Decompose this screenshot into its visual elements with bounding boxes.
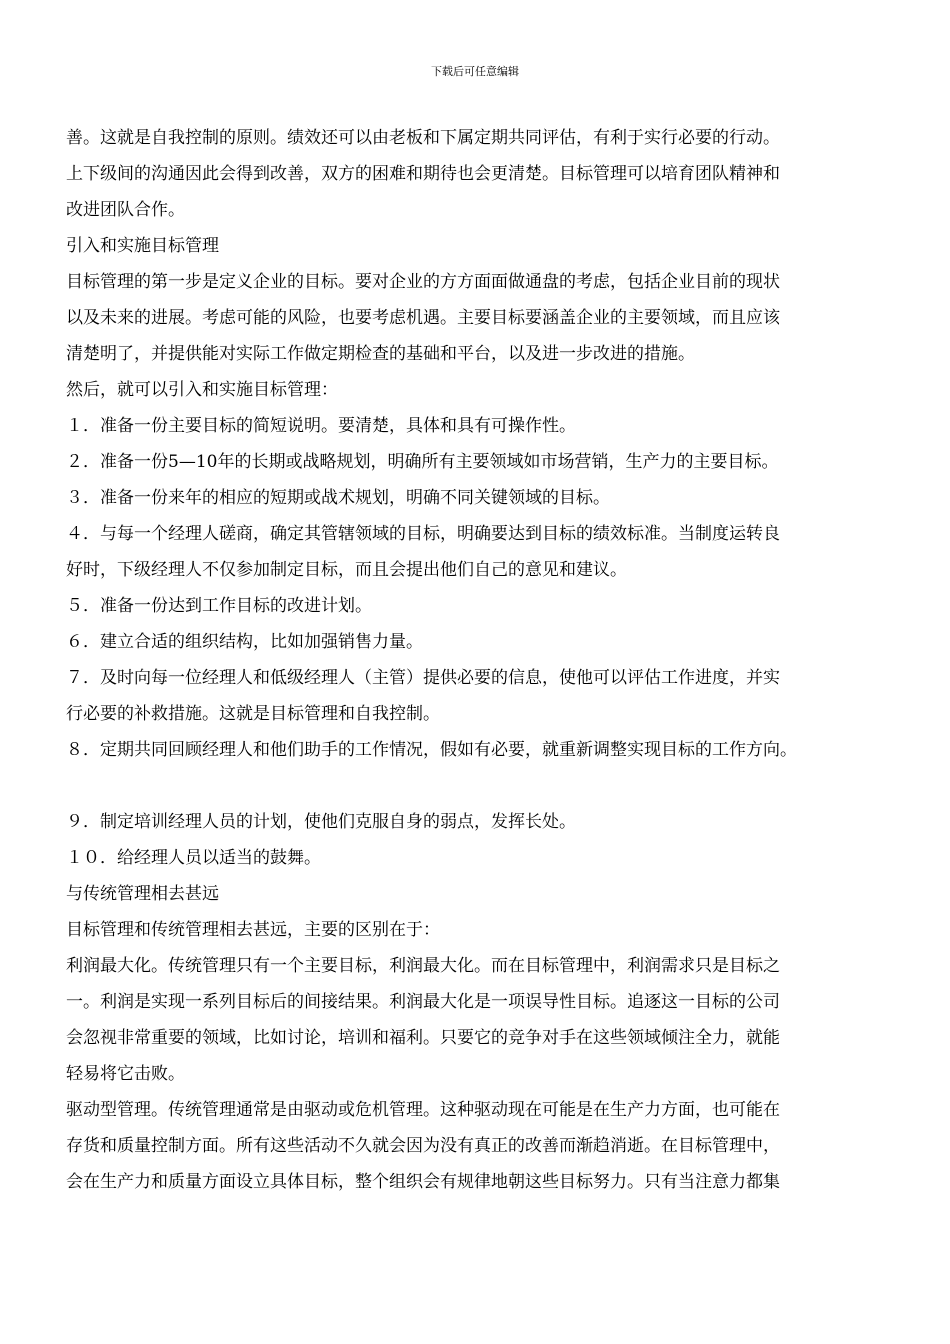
paragraph-line: 目标管理的第一步是定义企业的目标。要对企业的方方面面做通盘的考虑，包括企业目前的现状 — [66, 272, 780, 292]
list-item: １０．给经理人员以适当的鼓舞。 — [66, 848, 321, 868]
paragraph-line: 以及未来的进展。考虑可能的风险，也要考虑机遇。主要目标要涵盖企业的主要领域，而且应该 — [66, 308, 780, 328]
list-item: ６．建立合适的组织结构，比如加强销售力量。 — [66, 632, 423, 652]
paragraph-line: 上下级间的沟通因此会得到改善，双方的困难和期待也会更清楚。目标管理可以培育团队精神和 — [66, 164, 780, 184]
list-item: ５．准备一份达到工作目标的改进计划。 — [66, 596, 372, 616]
paragraph-line: 驱动型管理。传统管理通常是由驱动或危机管理。这种驱动现在可能是在生产力方面，也可能在 — [66, 1100, 780, 1120]
paragraph-line: 然后，就可以引入和实施目标管理： — [66, 380, 338, 400]
document-body — [66, 120, 881, 1200]
paragraph-line: 会忽视非常重要的领域，比如讨论，培训和福利。只要它的竞争对手在这些领域倾注全力，就能 — [66, 1028, 780, 1048]
list-item-continuation: 好时，下级经理人不仅参加制定目标，而且会提出他们自己的意见和建议。 — [66, 560, 627, 580]
list-item: ７．及时向每一位经理人和低级经理人（主管）提供必要的信息，使他可以评估工作进度，并实 — [66, 668, 780, 688]
list-item-continuation: 行必要的补救措施。这就是目标管理和自我控制。 — [66, 704, 440, 724]
paragraph-line: 会在生产力和质量方面设立具体目标，整个组织会有规律地朝这些目标努力。只有当注意力都集 — [66, 1172, 780, 1192]
list-item: ８．定期共同回顾经理人和他们助手的工作情况，假如有必要，就重新调整实现目标的工作方向。 — [66, 740, 797, 760]
paragraph-line: 改进团队合作。 — [66, 200, 185, 220]
list-item: ４．与每一个经理人磋商，确定其管辖领域的目标，明确要达到目标的绩效标准。当制度运转良 — [66, 524, 780, 544]
paragraph-line: 存货和质量控制方面。所有这些活动不久就会因为没有真正的改善而渐趋消逝。在目标管理中， — [66, 1136, 780, 1156]
paragraph-line: 善。这就是自我控制的原则。绩效还可以由老板和下属定期共同评估，有利于实行必要的行动。 — [66, 128, 780, 148]
section-heading: 与传统管理相去甚远 — [66, 884, 219, 904]
list-item: ３．准备一份来年的相应的短期或战术规划，明确不同关键领域的目标。 — [66, 488, 610, 508]
list-item: １．准备一份主要目标的简短说明。要清楚，具体和具有可操作性。 — [66, 416, 576, 436]
paragraph-line: 清楚明了，并提供能对实际工作做定期检查的基础和平台，以及进一步改进的措施。 — [66, 344, 695, 364]
paragraph-line: 一。利润是实现一系列目标后的间接结果。利润最大化是一项误导性目标。追逐这一目标的公司 — [66, 992, 780, 1012]
paragraph-line: 目标管理和传统管理相去甚远，主要的区别在于： — [66, 920, 440, 940]
list-item: ９．制定培训经理人员的计划，使他们克服自身的弱点，发挥长处。 — [66, 812, 576, 832]
section-heading: 引入和实施目标管理 — [66, 236, 219, 256]
blank-line — [66, 768, 881, 804]
page-header: 下载后可任意编辑 — [431, 65, 519, 78]
list-item: ２．准备一份5—10年的长期或战略规划，明确所有主要领域如市场营销，生产力的主要目标。 — [66, 452, 779, 472]
paragraph-line: 利润最大化。传统管理只有一个主要目标，利润最大化。而在目标管理中，利润需求只是目标之 — [66, 956, 780, 976]
paragraph-line: 轻易将它击败。 — [66, 1064, 185, 1084]
